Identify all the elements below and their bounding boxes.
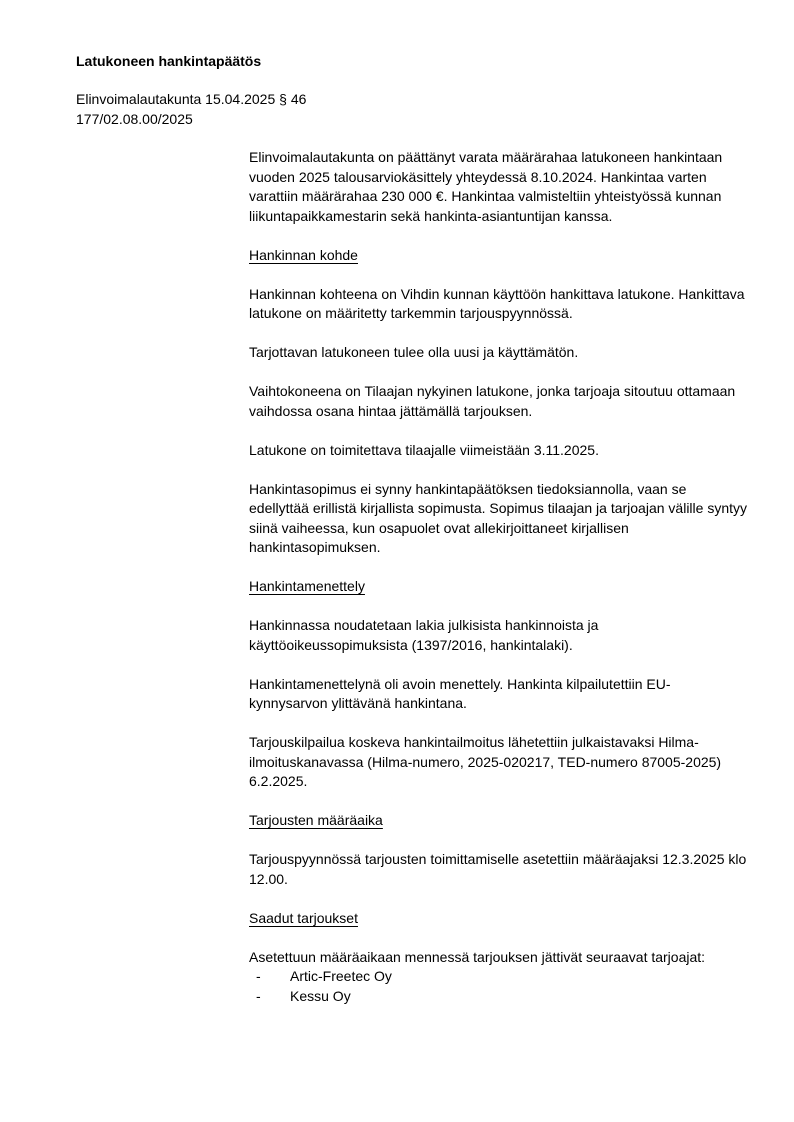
document-title: Latukoneen hankintapäätös	[76, 53, 262, 69]
meeting-line: Elinvoimalautakunta 15.04.2025 § 46	[76, 91, 307, 107]
bidder-list	[249, 967, 749, 1006]
intro-paragraph: Elinvoimalautakunta on päättänyt varata määrärahaa latukoneen hankintaan vuoden 2025 talousarviokäsittely yhteydessä 8.10.2024. Hankintaa varten varattiin määrärahaa 230 000 €. Hankintaa valmisteltiin yhteistyössä kunnan liikuntapaikkamestarin sekä hankinta-asiantuntijan kanssa.	[249, 149, 723, 224]
subject-paragraph: Latukone on toimitettava tilaajalle viimeistään 3.11.2025.	[249, 441, 599, 458]
offers-intro: Asetettuun määräaikaan mennessä tarjouksen jättivät seuraavat tarjoajat:	[249, 948, 706, 965]
list-item	[249, 987, 749, 1007]
subject-paragraph: Hankintasopimus ei synny hankintapäätöksen tiedoksiannolla, vaan se edellyttää erillistä kirjallista sopimusta. Sopimus tilaajan ja tarjoajan välille syntyy siinä vaiheessa, kun osapuolet ovat allekirjoittaneet kirjallisen hankintasopimuksen.	[249, 480, 747, 555]
deadline-paragraph: Tarjouspyynnössä tarjousten toimittamiselle asetettiin määräajaksi 12.3.2025 klo 12.00.	[249, 851, 747, 887]
subject-paragraph: Tarjottavan latukoneen tulee olla uusi ja käyttämätön.	[249, 344, 579, 360]
section-heading-subject: Hankinnan kohde	[249, 246, 358, 263]
procedure-paragraph: Hankintamenettelynä oli avoin menettely. Hankinta kilpailutettiin EU-kynnysarvon ylittävänä hankintana.	[249, 675, 671, 711]
bidder-name: Kessu Oy	[290, 987, 351, 1004]
subject-paragraph: Hankinnan kohteena on Vihdin kunnan käyttöön hankittava latukone. Hankittava latukone on määritetty tarkemmin tarjouspyynnössä.	[249, 285, 745, 321]
section-heading-procedure: Hankintamenettely	[249, 578, 365, 594]
subject-paragraph: Vaihtokoneena on Tilaajan nykyinen latukone, jonka tarjoaja sitoutuu ottamaan vaihdossa osana hintaa jättämällä tarjouksen.	[249, 383, 736, 419]
procedure-paragraph: Tarjouskilpailua koskeva hankintailmoitus lähetettiin julkaistavaksi Hilma-ilmoituskanavassa (Hilma-numero, 2025-020217, TED-numero 87005-2025) 6.2.2025.	[249, 734, 722, 789]
list-item	[249, 967, 749, 987]
bullet-dash: -	[256, 968, 261, 984]
section-heading-offers: Saadut tarjoukset	[249, 909, 358, 926]
section-heading-deadline: Tarjousten määräaika	[249, 812, 383, 828]
reference-number: 177/02.08.00/2025	[76, 110, 193, 127]
document-body	[249, 148, 749, 1006]
bidder-name: Artic-Freetec Oy	[290, 968, 392, 984]
document-meta	[76, 90, 306, 129]
bullet-dash: -	[256, 987, 261, 1004]
procedure-paragraph: Hankinnassa noudatetaan lakia julkisista hankinnoista ja käyttöoikeussopimuksista (1397/2016, hankintalaki).	[249, 617, 599, 653]
